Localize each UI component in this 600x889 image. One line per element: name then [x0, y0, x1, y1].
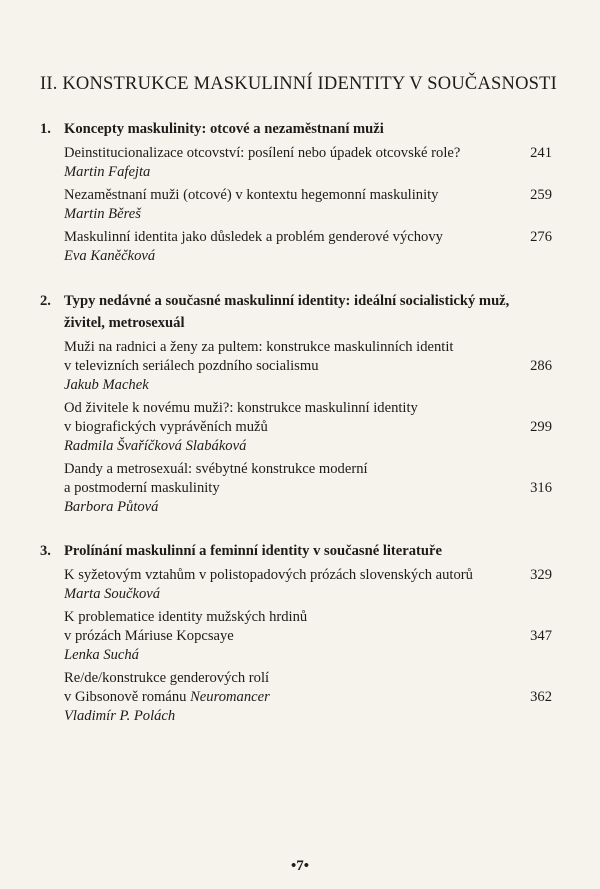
entry-title-line: v Gibsonově románu Neuromancer [64, 689, 270, 705]
entry-title [64, 608, 552, 646]
entry-page-number: 259 [530, 187, 552, 203]
entry-page-number: 347 [530, 628, 552, 644]
part-title: II. KONSTRUKCE MASKULINNÍ IDENTITY V SOUČASNOSTI [40, 74, 557, 94]
section-title-line: Koncepty maskulinity: otcové a nezaměstnaní muži [64, 121, 384, 137]
entry-author: Marta Součková [64, 586, 161, 602]
section-number: 1. [40, 121, 51, 137]
entry-title-line: v televizních seriálech pozdního socialismu [64, 358, 319, 374]
section-title [64, 540, 552, 562]
entry-page-number: 316 [530, 480, 552, 496]
entry-title [64, 460, 552, 498]
section-title [64, 290, 552, 334]
section-title-line: Prolínání maskulinní a feminní identity v současné literatuře [64, 543, 442, 559]
entry-author: Vladimír P. Polách [64, 708, 176, 724]
entry-title-line: Re/de/konstrukce genderových rolí [64, 670, 270, 686]
entry-title: Nezaměstnaní muži (otcové) v kontextu hegemonní maskulinity [64, 187, 439, 203]
toc-entry[interactable] [64, 186, 552, 224]
section-heading [40, 118, 552, 140]
toc-entry[interactable] [64, 338, 552, 395]
toc-entry[interactable] [64, 566, 552, 604]
toc-entry[interactable] [64, 460, 552, 517]
toc-entry[interactable] [64, 144, 552, 182]
entry-page-number: 329 [530, 567, 552, 583]
section-number: 2. [40, 293, 51, 309]
entry-author: Barbora Půtová [64, 499, 159, 515]
entry-author: Jakub Machek [64, 377, 149, 393]
entry-page-number: 241 [530, 145, 552, 161]
toc-entry[interactable] [64, 228, 552, 266]
entry-author: Martin Fafejta [64, 164, 151, 180]
entry-title-line: v prózách Máriuse Kopcsaye [64, 628, 234, 644]
toc-entry[interactable] [64, 608, 552, 665]
section-title [64, 118, 552, 140]
section-1 [40, 118, 552, 266]
section-title-line: Typy nedávné a současné maskulinní identity: ideální socialistický muž, [64, 293, 510, 309]
entry-title-line: Dandy a metrosexuál: svébytné konstrukce moderní [64, 461, 368, 477]
entry-author: Radmila Švaříčková Slabáková [64, 438, 247, 454]
toc-entry[interactable] [64, 669, 552, 726]
entry-title-line: v biografických vyprávěních mužů [64, 419, 268, 435]
section-3 [40, 540, 552, 726]
toc-entry[interactable] [64, 399, 552, 456]
entry-author: Lenka Suchá [64, 647, 139, 663]
page-number: •7• [290, 858, 309, 874]
entry-title [64, 669, 552, 707]
entry-title-line: Od živitele k novému muži?: konstrukce maskulinní identity [64, 400, 418, 416]
section-heading [40, 540, 552, 562]
entry-page-number: 299 [530, 419, 552, 435]
entry-title [64, 399, 552, 437]
entry-page-number: 362 [530, 689, 552, 705]
section-heading [40, 290, 552, 334]
entry-page-number: 286 [530, 358, 552, 374]
entry-title: Maskulinní identita jako důsledek a problém genderové výchovy [64, 229, 443, 245]
entry-title-line: a postmoderní maskulinity [64, 480, 220, 496]
entry-title-line: Muži na radnici a ženy za pultem: konstrukce maskulinních identit [64, 339, 454, 355]
entry-title: Deinstitucionalizace otcovství: posílení nebo úpadek otcovské role? [64, 145, 461, 161]
entry-author: Martin Běreš [64, 206, 141, 222]
entry-title: K syžetovým vztahům v polistopadových prózách slovenských autorů [64, 567, 473, 583]
section-number: 3. [40, 543, 51, 559]
entry-title [64, 338, 552, 376]
section-title-line: živitel, metrosexuál [64, 315, 185, 331]
entry-title-line: K problematice identity mužských hrdinů [64, 609, 308, 625]
entry-page-number: 276 [530, 229, 552, 245]
section-2 [40, 290, 552, 517]
entry-author: Eva Kaněčková [64, 248, 156, 264]
